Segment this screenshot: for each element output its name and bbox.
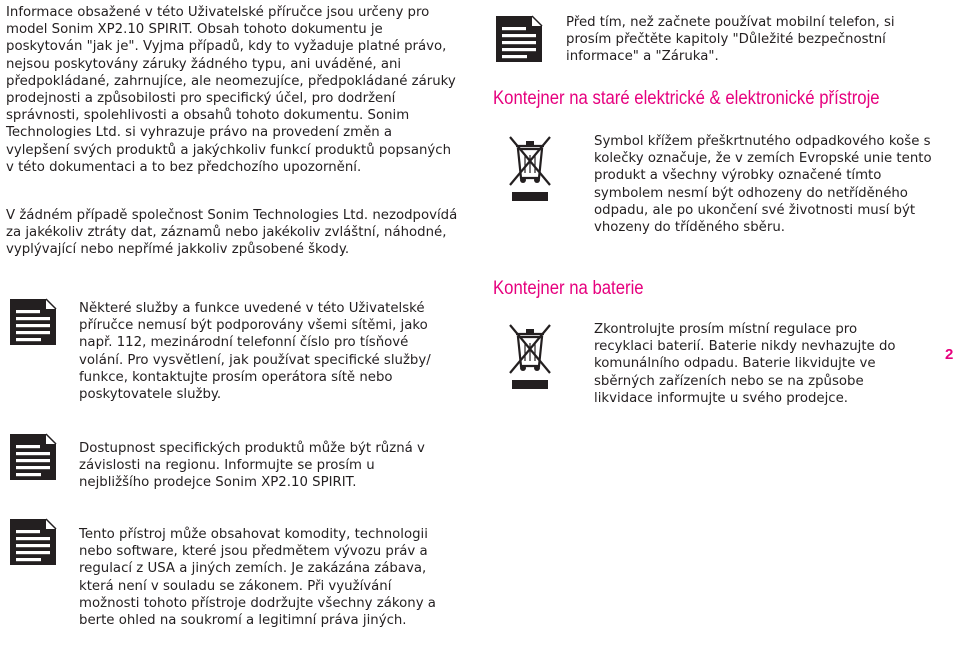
- crossed-out-bin-icon: [506, 321, 554, 391]
- section-heading-batteries: Kontejner na baterie: [493, 278, 644, 299]
- page-number: 2: [945, 346, 954, 363]
- weee-paragraph: Symbol křížem přeškrtnutého odpadkového koše s kolečky označuje, že v zemích Evropské unie tento produkt a všechny výrobky označené tímto symbolem nesmí být odhozeny do netříděného odpadu, ale po ukončení své životnosti musí být vhozeny do tříděného sběru.: [594, 134, 932, 236]
- note-icon: [8, 517, 58, 567]
- note-read-safety-chapters: Před tím, než začnete používat mobilní telefon, si prosím přečtěte kapitoly "Důležité bezpečnostní informace" a "Záruka".: [566, 15, 895, 65]
- note-export-regulations: Tento přístroj může obsahovat komodity, technologii nebo software, které jsou předmětem vývozu práv a regulací z USA a jiných zemích. Je zakázána zábava, která není v souladu se zákonem. Při využívání možnosti tohoto přístroje dodržujte všechny zákony a berte ohled na soukromí a legitimní práva jiných.: [79, 527, 436, 629]
- section-heading-weee: Kontejner na staré elektrické & elektronické přístroje: [493, 88, 880, 109]
- note-icon: [8, 297, 58, 347]
- note-icon: [8, 432, 58, 482]
- crossed-out-bin-icon: [506, 133, 554, 203]
- note-icon: [494, 14, 544, 64]
- liability-paragraph: V žádném případě společnost Sonim Technologies Ltd. nezodpovídá za jakékoliv ztráty dat, záznamů nebo jakékoliv zvláštní, náhodné, vyplývající nebo nepřímé jakkoliv způsobené škody.: [6, 208, 458, 258]
- battery-paragraph: Zkontrolujte prosím místní regulace pro recyklaci baterií. Baterie nikdy nevhazujte do komunálního odpadu. Baterie likvidujte ve sběrných zařízeních nebo se na způsobe likvidace informujte u svého prodejce.: [594, 322, 896, 406]
- note-product-availability: Dostupnost specifických produktů může být různá v závislosti na regionu. Informujte se prosím u nejbližšího prodejce Sonim XP2.10 SPIRIT.: [79, 441, 425, 491]
- note-network-services: Některé služby a funkce uvedené v této Uživatelské příručce nemusí být podporovány všemi sítěmi, jako např. 112, mezinárodní telefonní číslo pro tísňové volání. Pro vysvětlení, jak používat specifické služby/ funkce, kontaktujte prosím operátora sítě nebo poskytovatele služby.: [79, 301, 431, 403]
- intro-paragraph: Informace obsažené v této Uživatelské příručce jsou určeny pro model Sonim XP2.10 SPIRIT. Obsah tohoto dokumentu je poskytován "jak je". Vyjma případů, kdy to vyžaduje platné právo, nejsou poskytovány záruky žádného typu, ani uváděné, ani předpokládané, zahrnujíce, ale neomezujíce, předpokládané záruky prodejnosti a způsobilosti pro specifický účel, pro dodržení správnosti, spolehlivosti a obsahů tohoto dokumentu. Sonim Technologies Ltd. si vyhrazuje právo na provedení změn a vylepšení svých produktů a jakýchkoliv funkcí produktů popsaných v této dokumentaci a to bez předchozího upozornění.: [6, 5, 456, 175]
